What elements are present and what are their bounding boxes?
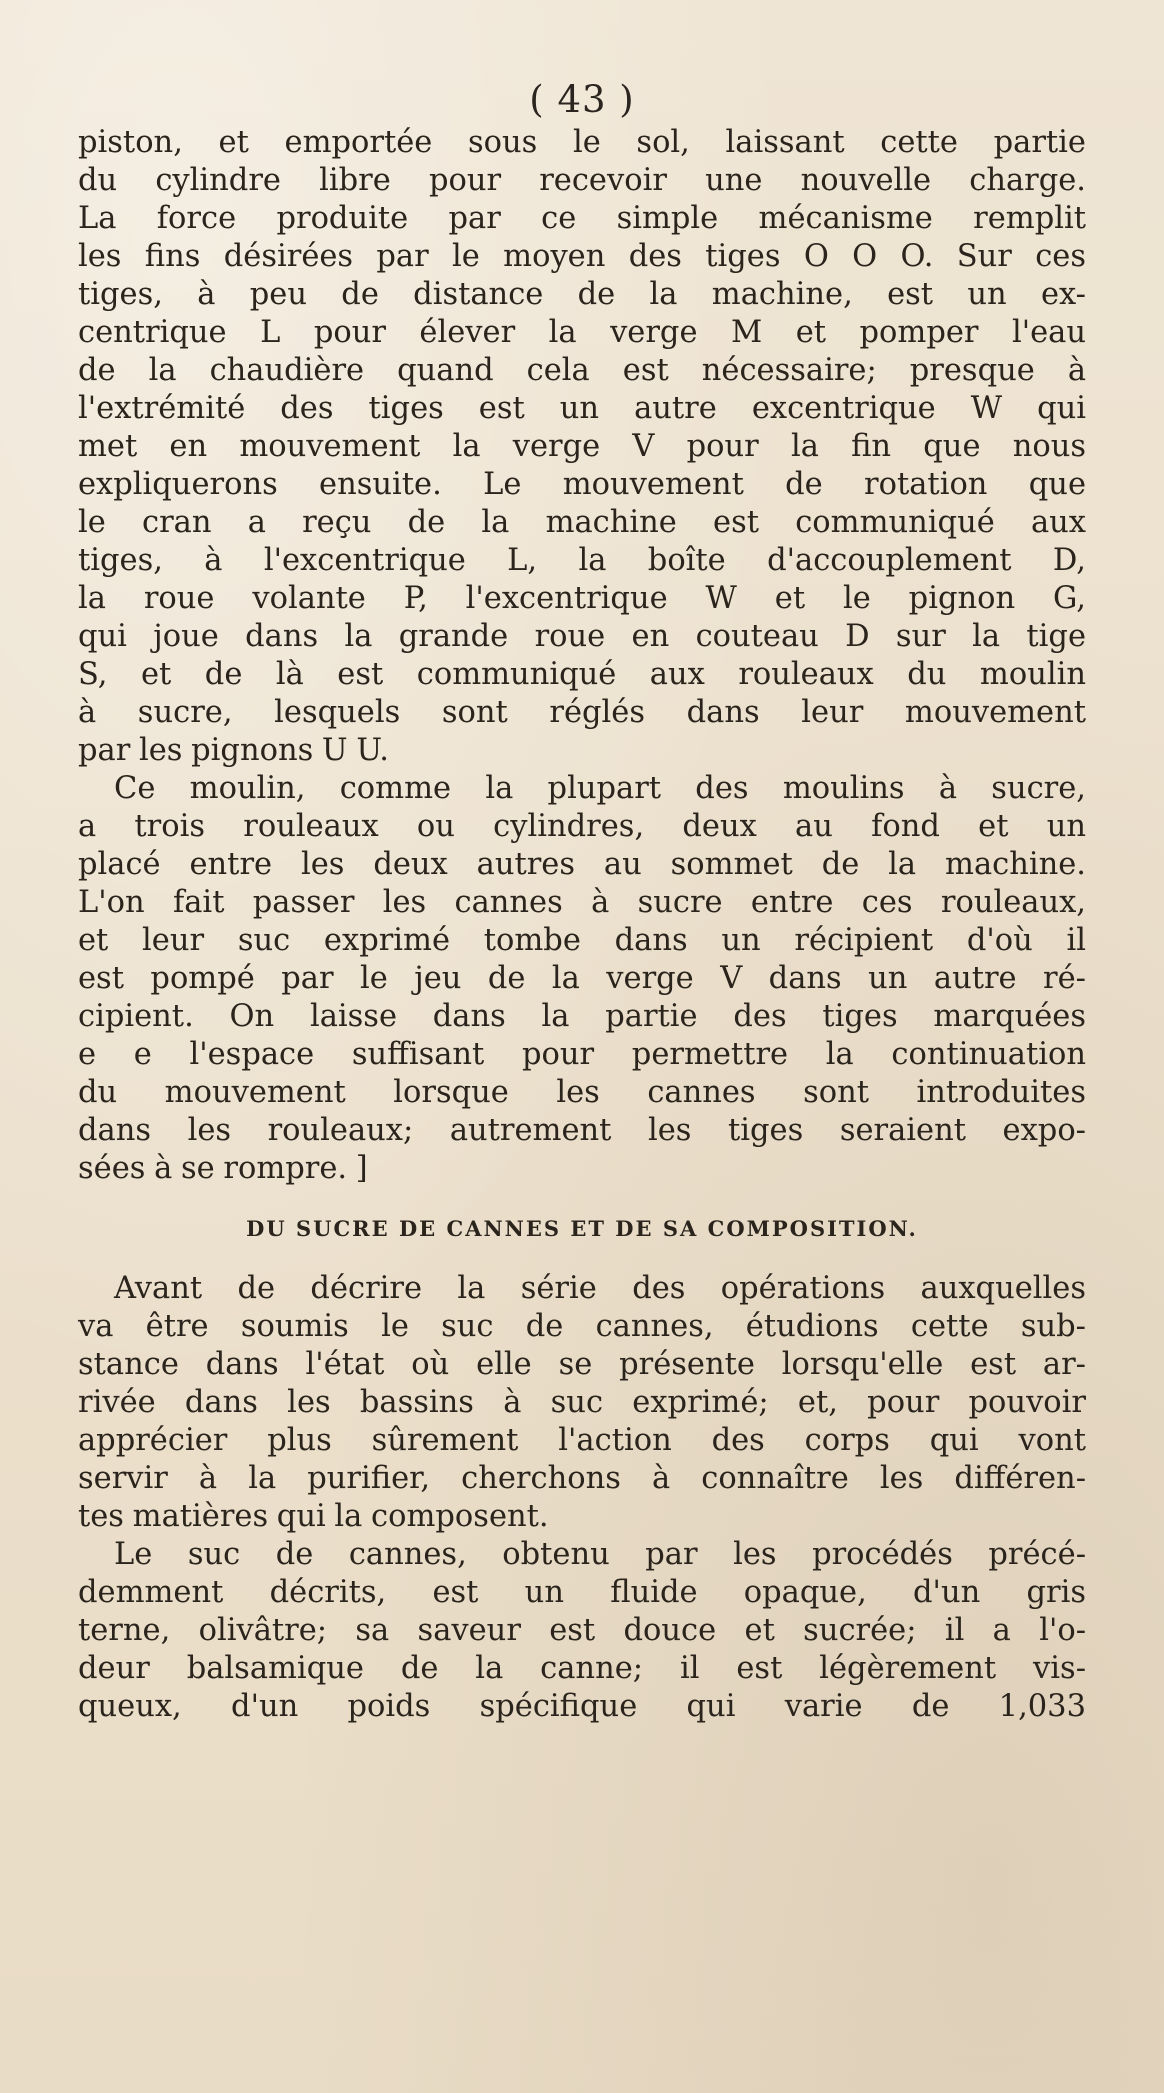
text-line: met en mouvement la verge V pour la fin que nous bbox=[78, 429, 1086, 464]
text-line: du cylindre libre pour recevoir une nouvelle charge. bbox=[78, 163, 1086, 198]
text-line: rivée dans les bassins à suc exprimé; et, pour pouvoir bbox=[78, 1385, 1086, 1420]
text-line: Avant de décrire la série des opérations auxquelles bbox=[114, 1271, 1086, 1306]
text-line: la roue volante P, l'excentrique W et le pignon G, bbox=[78, 581, 1086, 616]
text-line: va être soumis le suc de cannes, étudions cette sub- bbox=[78, 1309, 1086, 1344]
text-line: La force produite par ce simple mécanisme remplit bbox=[78, 201, 1086, 236]
text-line: de la chaudière quand cela est nécessaire; presque à bbox=[78, 353, 1086, 388]
text-line: e e l'espace suffisant pour permettre la continuation bbox=[78, 1037, 1086, 1072]
text-line: S, et de là est communiqué aux rouleaux du moulin bbox=[78, 657, 1086, 692]
text-line: terne, olivâtre; sa saveur est douce et sucrée; il a l'o- bbox=[78, 1613, 1086, 1648]
text-line: queux, d'un poids spécifique qui varie de 1,033 bbox=[78, 1689, 1086, 1724]
text-line: les fins désirées par le moyen des tiges O O O. Sur ces bbox=[78, 239, 1086, 274]
section-heading: DU SUCRE DE CANNES ET DE SA COMPOSITION. bbox=[246, 1216, 918, 1241]
text-line: apprécier plus sûrement l'action des corps qui vont bbox=[78, 1423, 1086, 1458]
text-line: deur balsamique de la canne; il est légèrement vis- bbox=[78, 1651, 1086, 1686]
text-line: tiges, à l'excentrique L, la boîte d'accouplement D, bbox=[78, 543, 1086, 578]
text-line: expliquerons ensuite. Le mouvement de rotation que bbox=[78, 467, 1086, 502]
text-line: stance dans l'état où elle se présente lorsqu'elle est ar- bbox=[78, 1347, 1086, 1382]
text-line: l'extrémité des tiges est un autre excentrique W qui bbox=[78, 391, 1086, 426]
text-line: tes matières qui la composent. bbox=[78, 1499, 549, 1534]
text-line: tiges, à peu de distance de la machine, est un ex- bbox=[78, 277, 1086, 312]
text-line: le cran a reçu de la machine est communiqué aux bbox=[78, 505, 1086, 540]
text-line: piston, et emportée sous le sol, laissant cette partie bbox=[78, 125, 1086, 160]
text-line: qui joue dans la grande roue en couteau D sur la tige bbox=[78, 619, 1086, 654]
text-line: et leur suc exprimé tombe dans un récipient d'où il bbox=[78, 923, 1086, 958]
paragraph-4 bbox=[78, 1536, 1086, 1726]
text-line: Ce moulin, comme la plupart des moulins à sucre, bbox=[114, 771, 1086, 806]
text-line: dans les rouleaux; autrement les tiges seraient expo- bbox=[78, 1113, 1086, 1148]
text-line: placé entre les deux autres au sommet de la machine. bbox=[78, 847, 1086, 882]
text-line: Le suc de cannes, obtenu par les procédés précé- bbox=[114, 1537, 1086, 1572]
text-line: centrique L pour élever la verge M et pomper l'eau bbox=[78, 315, 1086, 350]
text-line: L'on fait passer les cannes à sucre entre ces rouleaux, bbox=[78, 885, 1086, 920]
paragraph-3 bbox=[78, 1270, 1086, 1536]
page-number: ( 43 ) bbox=[529, 78, 635, 121]
text-line: à sucre, lesquels sont réglés dans leur mouvement bbox=[78, 695, 1086, 730]
paragraph-1 bbox=[78, 124, 1086, 770]
text-line: a trois rouleaux ou cylindres, deux au fond et un bbox=[78, 809, 1086, 844]
text-line: cipient. On laisse dans la partie des tiges marquées bbox=[78, 999, 1086, 1034]
text-line: du mouvement lorsque les cannes sont introduites bbox=[78, 1075, 1086, 1110]
text-line: demment décrits, est un fluide opaque, d'un gris bbox=[78, 1575, 1086, 1610]
paragraph-2 bbox=[78, 770, 1086, 1188]
text-block bbox=[78, 124, 1086, 1726]
text-line: servir à la purifier, cherchons à connaître les différen- bbox=[78, 1461, 1086, 1496]
text-line: sées à se rompre. ] bbox=[78, 1151, 368, 1186]
text-line: par les pignons U U. bbox=[78, 733, 389, 768]
text-line: est pompé par le jeu de la verge V dans un autre ré- bbox=[78, 961, 1086, 996]
